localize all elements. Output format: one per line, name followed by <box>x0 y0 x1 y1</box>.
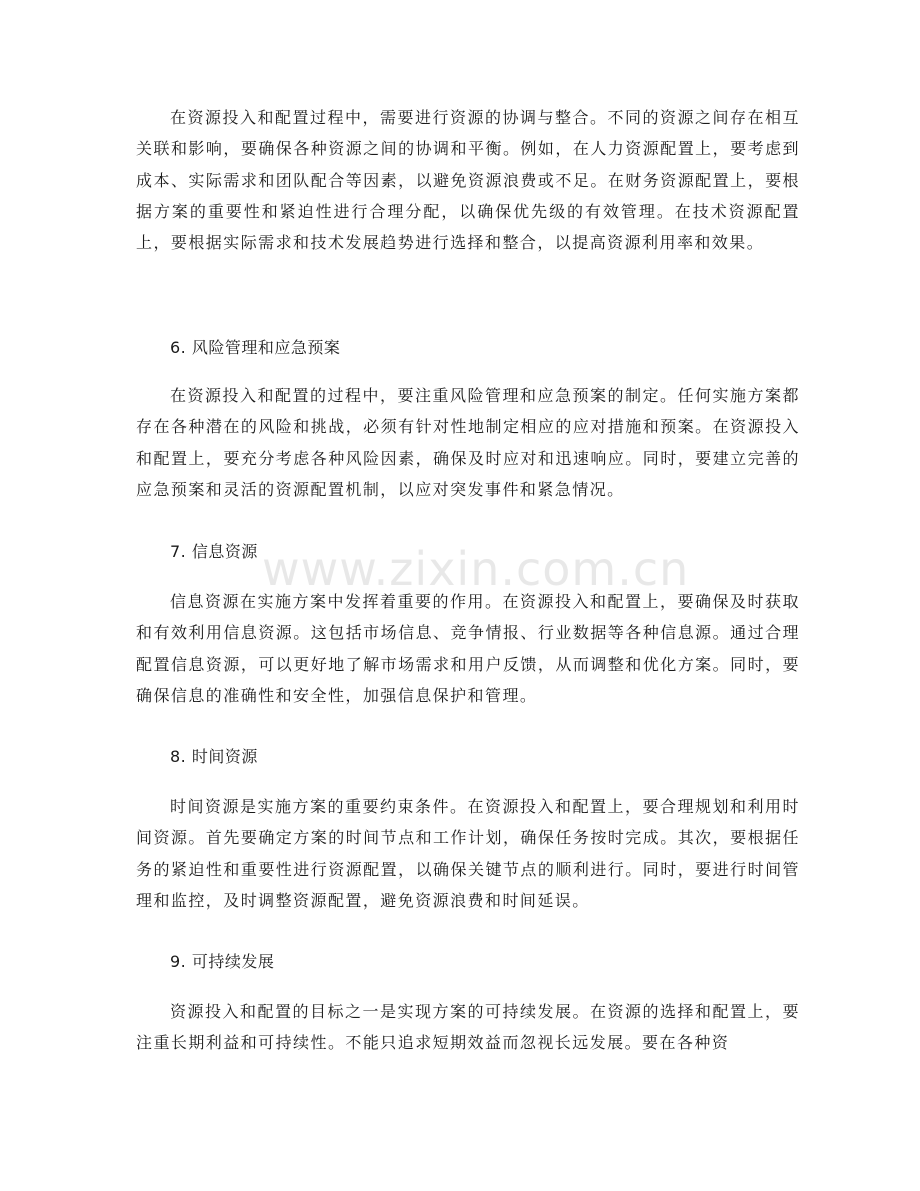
watermark: www.zixin.com.cn <box>262 542 690 596</box>
heading-time-resources: 8. 时间资源 <box>170 747 258 766</box>
paragraph-resource-coordination: 在资源投入和配置过程中，需要进行资源的协调与整合。不同的资源之间存在相互关联和影响，要确保各种资源之间的协调和平衡。例如，在人力资源配置上，要考虑到成本、实际需求和团队配合等因素，以避免资源浪费或不足。在财务资源配置上，要根据方案的重要性和紧迫性进行合理分配，以确保优先级的有效管理。在技术资源配置上，要根据实际需求和技术发展趋势进行选择和整合，以提高资源利用率和效果。 <box>136 108 800 253</box>
heading-risk-management: 6. 风险管理和应急预案 <box>170 338 341 357</box>
paragraph-time-resources: 时间资源是实施方案的重要约束条件。在资源投入和配置上，要合理规划和利用时间资源。首先要确定方案的时间节点和工作计划，确保任务按时完成。其次，要根据任务的紧迫性和重要性进行资源配置，以确保关键节点的顺利进行。同时，要进行时间管理和监控，及时调整资源配置，避免资源浪费和时间延误。 <box>136 797 800 910</box>
paragraph-risk-management: 在资源投入和配置的过程中，要注重风险管理和应急预案的制定。任何实施方案都存在各种潜在的风险和挑战，必须有针对性地制定相应的应对措施和预案。在资源投入和配置上，要充分考虑各种风险因素，确保及时应对和迅速响应。同时，要建立完善的应急预案和灵活的资源配置机制，以应对突发事件和紧急情况。 <box>136 386 800 499</box>
paragraph-information-resources: 信息资源在实施方案中发挥着重要的作用。在资源投入和配置上，要确保及时获取和有效利用信息资源。这包括市场信息、竞争情报、行业数据等各种信息源。通过合理配置信息资源，可以更好地了解市场需求和用户反馈，从而调整和优化方案。同时，要确保信息的准确性和安全性，加强信息保护和管理。 <box>136 592 800 705</box>
paragraph-sustainable-development: 资源投入和配置的目标之一是实现方案的可持续发展。在资源的选择和配置上，要注重长期利益和可持续性。不能只追求短期效益而忽视长远发展。要在各种资 <box>136 1002 800 1053</box>
heading-sustainable-development: 9. 可持续发展 <box>170 952 275 971</box>
heading-information-resources: 7. 信息资源 <box>170 542 258 561</box>
